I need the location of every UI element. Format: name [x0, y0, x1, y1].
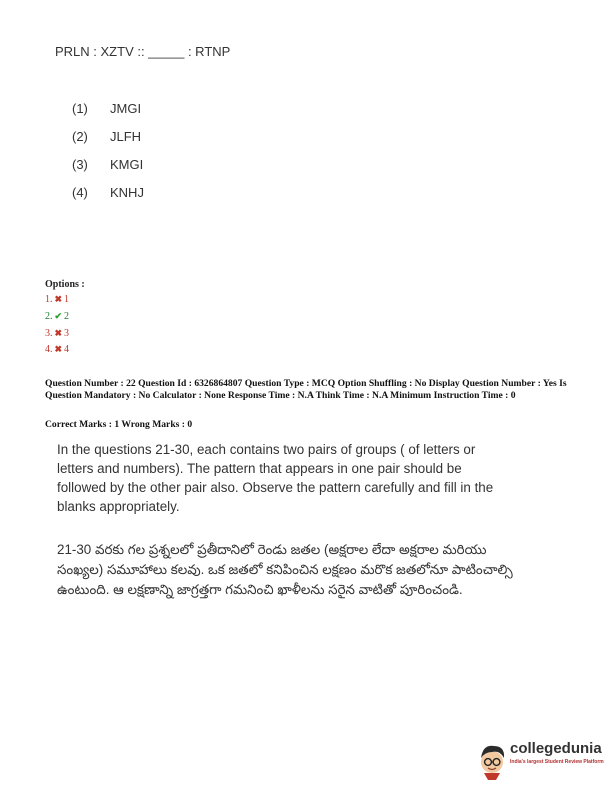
choice-1 [72, 101, 141, 116]
option-number: 1. [45, 294, 53, 305]
option-number: 3. [45, 328, 53, 339]
instructions-english: In the questions 21-30, each contains two pairs of groups ( of letters or letters and numbers). The pattern that appears in one pair should be followed by the other pair also. Observe the pattern carefully and fill in the blanks appropriately. [57, 442, 494, 514]
wrong-icon: ✖ [54, 328, 63, 338]
option-value: 4 [64, 344, 70, 355]
choice-text: JMGI [110, 101, 142, 116]
logo-name: collegedunia [510, 740, 602, 757]
question-text: PRLN : XZTV :: _____ : RTNP [55, 44, 231, 59]
choice-number: (1) [72, 101, 88, 116]
wrong-icon: ✖ [54, 294, 63, 304]
choice-text: JLFH [110, 129, 142, 144]
option-value: 3 [64, 328, 70, 339]
instructions-telugu: 21-30 వరకు గల ప్రశ్నలలో ప్రతీదానిలో రెండు జతల (అక్షరాల లేదా అక్షరాల మరియు సంఖ్యల) సమూహాలు కలవు. ఒక జతలో కనిపించిన లక్షణం మరొక జతలోనూ పాటించాల్సి ఉంటుంది. ఆ లక్షణాన్ని జాగ్రత్తగా గమనించి ఖాళీలను సరైన వాటితో పూరించండి. [57, 542, 513, 597]
option-3 [45, 328, 69, 339]
question-metadata: Question Number : 22 Question Id : 6326864807 Question Type : MCQ Option Shuffling : No Display Question Number : Yes Is Question Mandatory : No Calculator : None Response Time : N.A Think Time : N.A Minimum Instruction Time : 0 [45, 378, 567, 401]
option-value: 2 [64, 311, 70, 322]
wrong-icon: ✖ [54, 344, 63, 354]
option-number: 4. [45, 344, 53, 355]
options-title: Options : [45, 279, 85, 290]
logo-tagline: India's largest Student Review Platform [510, 759, 604, 765]
check-icon: ✔ [54, 311, 63, 321]
choice-4 [72, 185, 144, 200]
option-number: 2. [45, 311, 53, 322]
mascot-icon [481, 746, 504, 780]
option-value: 1 [64, 294, 70, 305]
choice-text: KNHJ [110, 185, 144, 200]
choice-number: (2) [72, 129, 88, 144]
choice-2 [72, 129, 141, 144]
option-1 [45, 294, 69, 305]
marks-info: Correct Marks : 1 Wrong Marks : 0 [45, 419, 193, 430]
choice-3 [72, 157, 143, 172]
choice-text: KMGI [110, 157, 144, 172]
option-4 [45, 344, 69, 355]
option-2 [45, 311, 69, 322]
choice-number: (4) [72, 185, 88, 200]
choice-number: (3) [72, 157, 88, 172]
